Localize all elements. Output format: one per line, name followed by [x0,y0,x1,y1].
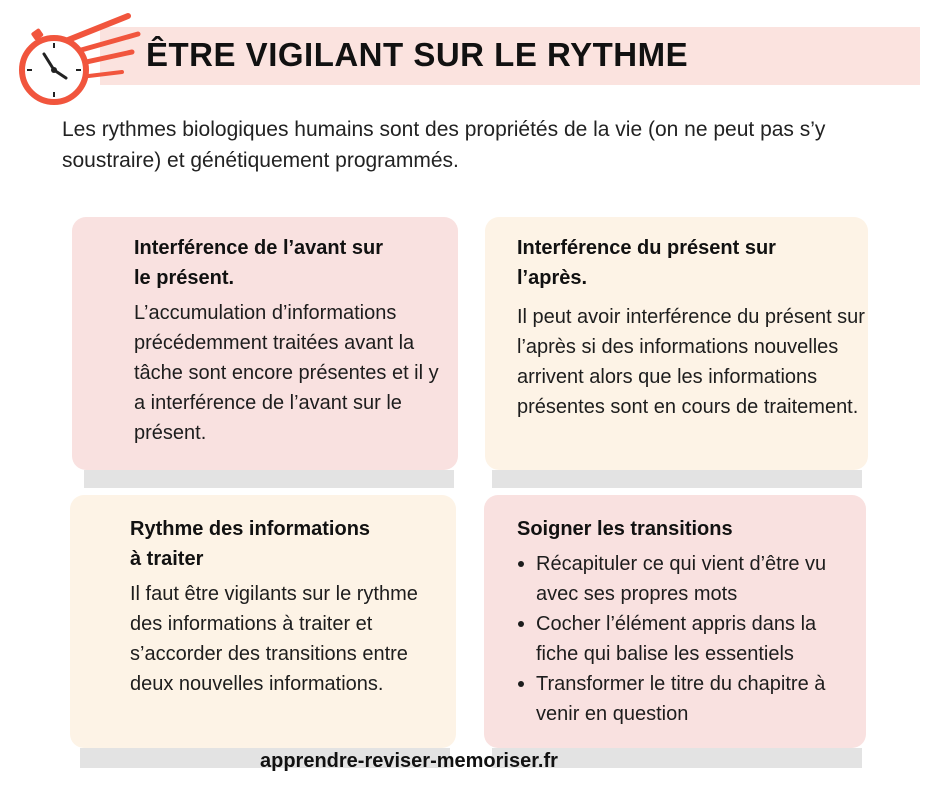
card-title [130,514,440,574]
card-title [517,514,847,544]
list-item-text: Cocher l’élément appris dans la fiche qui balise les essentiels [536,613,817,665]
intro-paragraph: Les rythmes biologiques humains sont des propriétés de la vie (on ne peut pas s’y soustraire) et génétiquement programmés. [62,118,826,172]
card-title [134,233,444,293]
card-shadow [84,470,454,488]
page-title: ÊTRE VIGILANT SUR LE RYTHME [146,36,689,73]
card-soigner-transitions [484,495,866,748]
card-body: L’accumulation d’informations précédemment traitées avant la tâche sont encore présentes et il y a interférence de l’avant sur le présent. [134,302,439,444]
site-url: apprendre-reviser-memoriser.fr [260,750,558,772]
card-interference-present [485,217,868,470]
bullet-dot-icon [518,681,524,687]
list-item [516,609,861,669]
card-shadow [492,470,862,488]
card-title-line: le présent. [134,267,235,289]
card-title-line: Interférence de l’avant sur [134,237,383,259]
list-item-text: Transformer le titre du chapitre à venir en question [536,673,826,725]
card-body: Il peut avoir interférence du présent sur l’après si des informations nouvelles arrivent alors que les informations présentes sont en cours de traitement. [517,306,865,418]
card-title-line: à traiter [130,548,204,570]
card-title-line: l’après. [517,267,588,289]
bullet-dot-icon [518,561,524,567]
card-body: Il faut être vigilants sur le rythme des informations à traiter et s’accorder des transitions entre deux nouvelles informations. [130,583,418,695]
transition-tips-list [516,549,861,729]
card-title-line: Soigner les transitions [517,518,733,540]
list-item [516,549,861,609]
bullet-dot-icon [518,621,524,627]
card-interference-avant [72,217,458,470]
list-item [516,669,861,729]
stopwatch-icon [10,8,145,108]
card-rythme-informations [70,495,456,748]
card-title [517,233,847,293]
list-item-text: Récapituler ce qui vient d’être vu avec ses propres mots [536,553,827,605]
card-title-line: Rythme des informations [130,518,371,540]
card-title-line: Interférence du présent sur [517,237,776,259]
